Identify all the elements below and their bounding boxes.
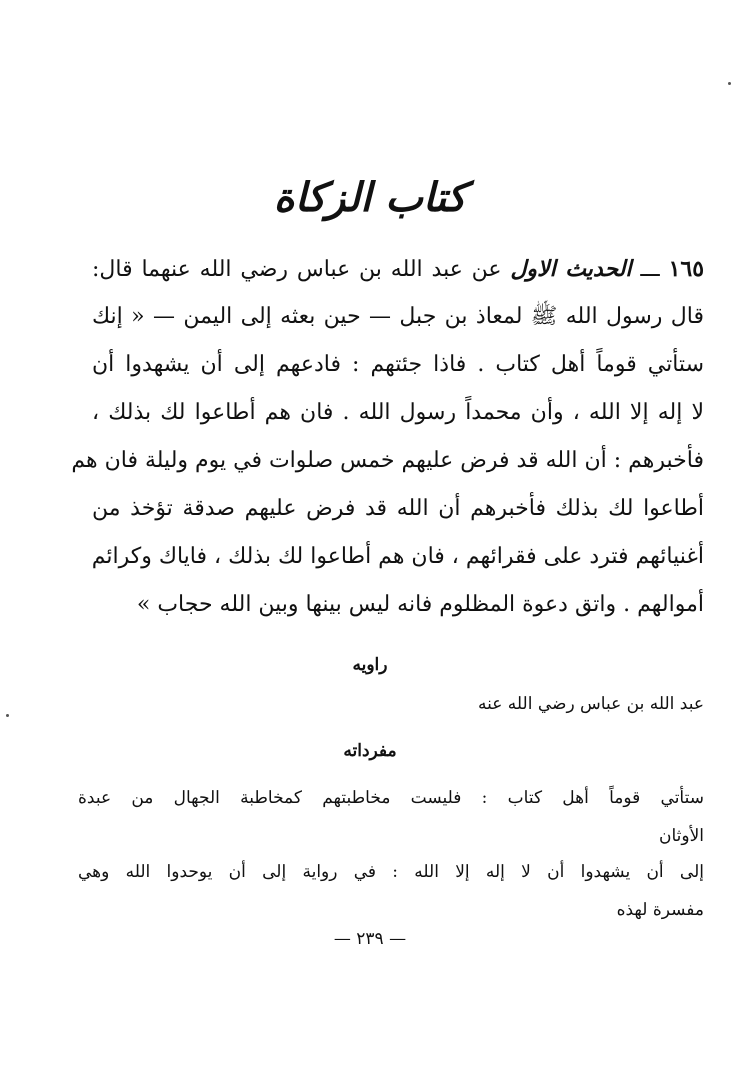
hadith-text-line-1: قال رسول الله ﷺ لمعاذ بن جبل — حين بعثه إلى اليمن — « إنك bbox=[92, 304, 704, 329]
hadith-text-line-6: أغنيائهم فترد على فقرائهم ، فان هم أطاعوا لك بذلك ، فاياك وكرائم bbox=[91, 544, 704, 569]
hadith-text-line-4: فأخبرهم : أن الله قد فرض عليهم خمس صلوات في يوم وليلة فان هم bbox=[71, 448, 704, 473]
narrator-heading: راويه bbox=[352, 655, 388, 675]
vocabulary-entry-2-line-2: مفسرة لهذه bbox=[616, 900, 704, 920]
hadith-number: ١٦٥ bbox=[668, 256, 705, 282]
hadith-title: الحديث الاول bbox=[510, 256, 632, 282]
hadith-text-line-5: أطاعوا لك بذلك فأخبرهم أن الله قد فرض عليهم صدقة تؤخذ من bbox=[92, 496, 704, 521]
chapter-title: كتاب الزكاة bbox=[273, 174, 467, 221]
scan-speck bbox=[6, 714, 9, 717]
hadith-text-line-3: لا إله إلا الله ، وأن محمداً رسول الله . فان هم أطاعوا لك بذلك ، bbox=[92, 400, 704, 425]
vocabulary-entry-1-line-2: الأوثان bbox=[658, 826, 704, 846]
vocabulary-heading: مفرداته bbox=[343, 741, 397, 761]
hadith-heading-line bbox=[92, 252, 704, 287]
hadith-dash: ـــ bbox=[640, 257, 660, 282]
hadith-text-line-7: أموالهم . واتق دعوة المظلوم فانه ليس بينها وبين الله حجاب » bbox=[136, 592, 704, 617]
hadith-text-line-2: ستأتي قوماً أهل كتاب . فاذا جئتهم : فادعهم إلى أن يشهدوا أن bbox=[92, 352, 704, 377]
scan-speck bbox=[728, 82, 731, 85]
narrator-text: عبد الله بن عباس رضي الله عنه bbox=[478, 694, 704, 714]
hadith-intro: عن عبد الله بن عباس رضي الله عنهما قال: bbox=[92, 257, 502, 282]
vocabulary-entry-2-line-1: إلى أن يشهدوا أن لا إله إلا الله : في رواية إلى أن يوحدوا الله وهي bbox=[78, 862, 704, 882]
page-number: — ٢٣٩ — bbox=[333, 929, 407, 949]
vocabulary-entry-1-line-1: ستأتي قوماً أهل كتاب : فليست مخاطبتهم كمخاطبة الجهال من عبدة bbox=[78, 788, 704, 808]
